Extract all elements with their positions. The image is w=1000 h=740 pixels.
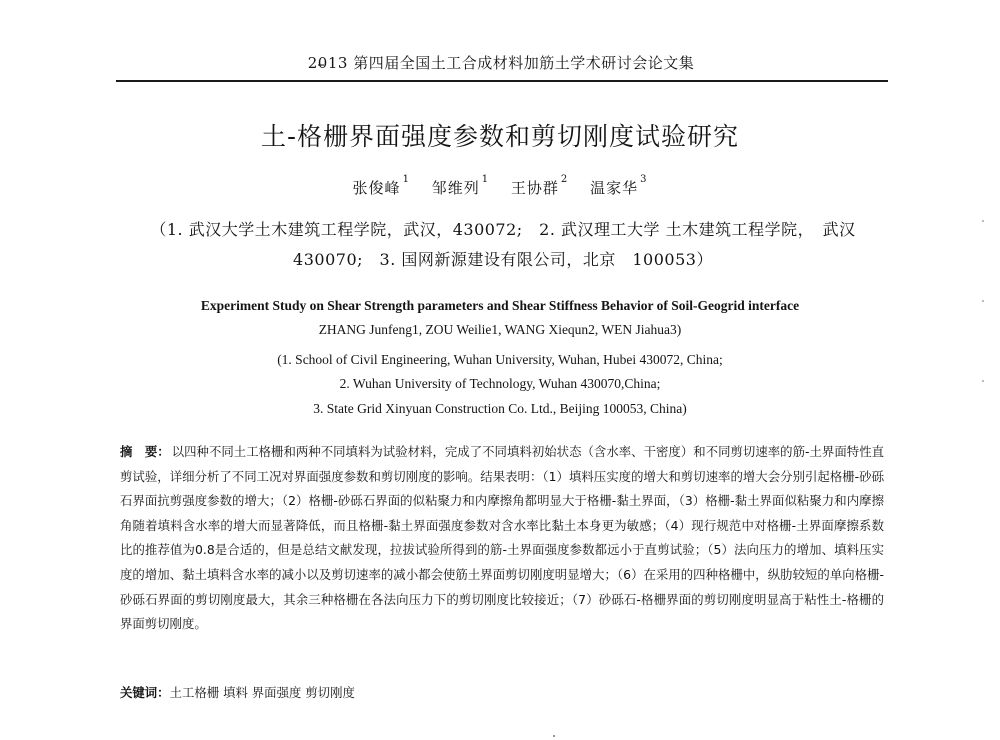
affiliations-cn [118,215,888,275]
author-list-en: ZHANG Junfeng1, ZOU Weilie1, WANG Xiequn2, WEN Jiahua3) [318,322,682,337]
author-name: 王协群 [510,179,559,197]
affiliation-en: (1. School of Civil Engineering, Wuhan University, Wuhan, Hubei 430072, China; [277,352,723,367]
scan-dot [982,380,984,382]
affiliation-line: 430070; 3. 国网新源建设有限公司，北京 100053） [293,250,713,269]
scan-dot [982,220,984,222]
paper-title-en: Experiment Study on Shear Strength parameters and Shear Stiffness Behavior of Soil-Geogrid interface [200,298,800,313]
abstract-label: 摘 要： [120,444,170,459]
header-rule [116,80,888,82]
abstract [120,440,884,637]
scan-dot [982,300,984,302]
author-name: 张俊峰 [352,179,401,197]
author-affil-mark: 3 [640,174,648,185]
affiliation-en: 3. State Grid Xinyuan Construction Co. Ltd., Beijing 100053, China) [313,401,687,416]
author-name: 邹维列 [431,179,480,197]
keywords-text: 土工格栅 填料 界面强度 剪切刚度 [169,685,355,700]
affiliation-line: （1. 武汉大学土木建筑工程学院，武汉，430072; 2. 武汉理工大学 土木建筑工程学院， 武汉 [150,220,856,239]
proceedings-header: 2013 第四届全国土工合成材料加筋土学术研讨会论文集 [307,54,695,72]
author-name: 温家华 [590,179,639,197]
author-affil-mark: 1 [402,174,410,185]
abstract-text: 以四种不同土工格栅和两种不同填料为试验材料，完成了不同填料初始状态（含水率、干密度）和不同剪切速率的筋-土界面特性直剪试验，详细分析了不同工况对界面强度参数和剪切刚度的影响。结果表明：（1）填料压实度的增大和剪切速率的增大会分别引起格栅-砂砾石界面抗剪强度参数的增大；（2）格栅-砂砾石界面的似粘聚力和内摩擦角都明显大于格栅-黏土界面，（3）格栅-黏土界面似粘聚力和内摩擦角随着填料含水率的增大而显著降低，而且格栅-黏土界面强度参数对含水率比黏土本身更为敏感；（4）现行规范中对格栅-土界面摩擦系数比的推荐值为0.8是合适的，但是总结文献发现，拉拔试验所得到的筋-土界面强度参数都远小于直剪试验；（5）法向压力的增加、填料压实度的增加、黏土填料含水率的减小以及剪切速率的减小都会使筋土界面剪切刚度明显增大；（6）在采用的四种格栅中，纵肋较短的单向格栅-砂砾石界面的剪切刚度最大，其余三种格栅在各法向压力下的剪切刚度比较接近；（7）砂砾石-格栅界面的剪切刚度明显高于粘性土-格栅的界面剪切刚度。 [120,444,885,632]
keywords-label: 关键词： [120,685,170,700]
keywords [120,683,880,701]
paper-title-cn: 土-格栅界面强度参数和剪切刚度试验研究 [260,122,740,151]
affiliation-en: 2. Wuhan University of Technology, Wuhan 430070,China; [339,376,661,391]
author-affil-mark: 2 [560,174,569,185]
author-list-cn [0,174,1000,198]
author-affil-mark: 1 [481,174,490,185]
scan-dot [553,735,555,737]
